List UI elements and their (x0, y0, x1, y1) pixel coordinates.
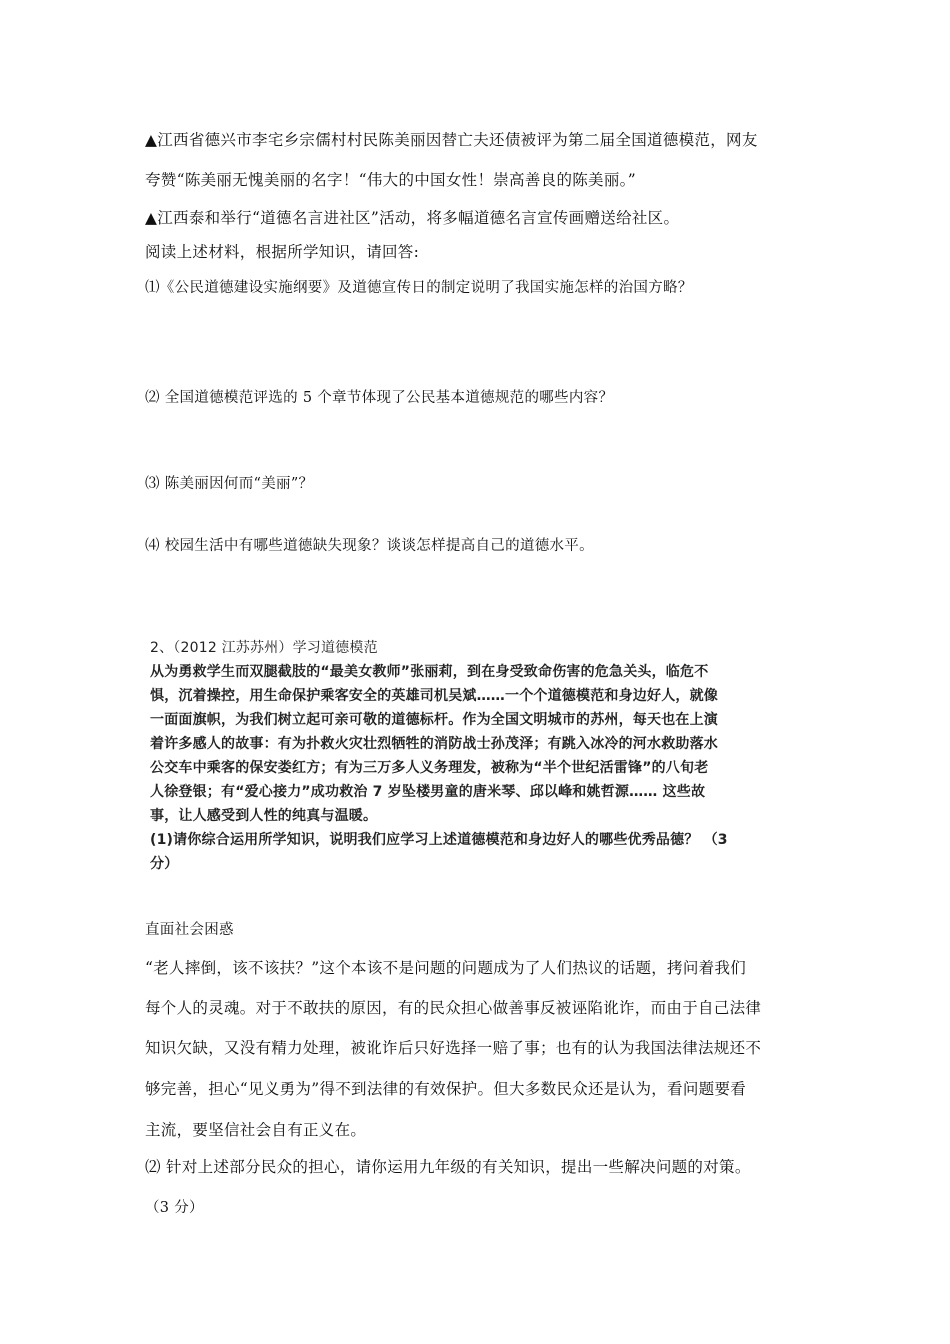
image-line: (1)请你综合运用所学知识，说明我们应学习上述道德模范和身边好人的哪些优秀品德？ （3 (150, 832, 728, 848)
image-line: 着许多感人的故事：有为扑救火灾壮烈牺牲的消防战士孙茂泽；有跳入冰冷的河水救助落水 (150, 736, 718, 752)
image-line: 从为勇救学生而双腿截肢的“最美女教师”张丽莉，到在身受致命伤害的危急关头，临危不 (150, 664, 709, 680)
material-line-1: ▲江西省德兴市李宅乡宗儒村村民陈美丽因替亡夫还债被评为第二届全国道德模范，网友 (145, 131, 758, 149)
question-1: ⑴《公民道德建设实施纲要》及道德宣传日的制定说明了我国实施怎样的治国方略？ (145, 280, 693, 296)
score-note: （3 分） (145, 1200, 204, 1216)
image-heading: 2、（2012 江苏苏州）学习道德模范 (150, 640, 378, 656)
image-line: 分） (150, 856, 179, 872)
image-line: 人徐登银；有“爱心接力”成功救治 7 岁坠楼男童的唐米琴、邱以峰和姚哲源…… 这些故 (150, 784, 706, 800)
passage-line-5: 主流，要坚信社会自有正义在。 (145, 1121, 367, 1139)
image-line: 事，让人感受到人性的纯真与温暖。 (150, 808, 378, 824)
passage-line-4: 够完善，担心“见义勇为”得不到法律的有效保护。但大多数民众还是认为，看问题要看 (145, 1080, 747, 1098)
image-line: 惧，沉着操控，用生命保护乘客安全的英雄司机吴斌……一个个道德模范和身边好人，就像 (150, 688, 718, 704)
passage-line-1: “老人摔倒，该不该扶？”这个本该不是问题的问题成为了人们热议的话题，拷问着我们 (145, 959, 747, 977)
material-line-3: ▲江西泰和举行“道德名言进社区”活动，将多幅道德名言宣传画赠送给社区。 (145, 209, 680, 227)
question-4: ⑷ 校园生活中有哪些道德缺失现象？谈谈怎样提高自己的道德水平。 (145, 538, 594, 554)
image-line: 一面面旗帜，为我们树立起可亲可敬的道德标杆。作为全国文明城市的苏州，每天也在上演 (150, 712, 718, 728)
passage-line-2: 每个人的灵魂。对于不敢扶的原因，有的民众担心做善事反被诬陷讹诈，而由于自己法律 (145, 999, 762, 1017)
question-3: ⑶ 陈美丽因何而“美丽”？ (145, 476, 314, 492)
section-heading: 直面社会困惑 (145, 922, 234, 938)
passage-line-3: 知识欠缺，又没有精力处理，被讹诈后只好选择一赔了事；也有的认为我国法律法规还不 (145, 1039, 762, 1057)
question-2: ⑵ 全国道德模范评选的 5 个章节体现了公民基本道德规范的哪些内容？ (145, 390, 614, 406)
image-line: 公交车中乘客的保安娄红方；有为三万多人义务理发，被称为“半个世纪活雷锋”的八旬老 (150, 760, 709, 776)
instruction-line: 阅读上述材料，根据所学知识，请回答: (145, 243, 420, 261)
embedded-question-image (150, 634, 780, 880)
material-line-2: 夸赞“陈美丽无愧美丽的名字！“伟大的中国女性！崇高善良的陈美丽。” (145, 171, 636, 189)
question-5: ⑵ 针对上述部分民众的担心，请你运用九年级的有关知识，提出一些解决问题的对策。 (145, 1158, 751, 1176)
